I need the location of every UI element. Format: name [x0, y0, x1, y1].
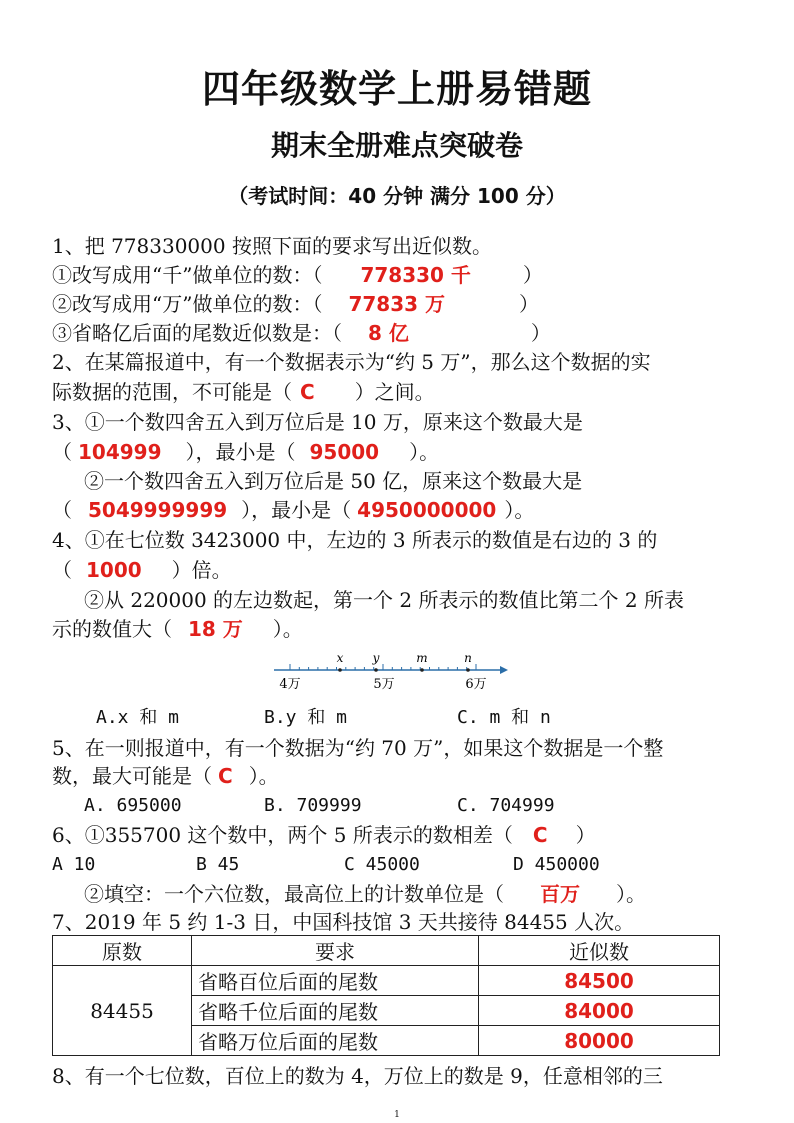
- numline-point-y: y: [372, 651, 380, 665]
- number-line-point: [466, 668, 470, 672]
- page-title: 四年级数学上册易错题: [201, 67, 592, 111]
- q4-a-end: ）倍。: [171, 558, 232, 582]
- q6-option-c: C 45000: [344, 854, 420, 875]
- q1-c: [52, 319, 551, 347]
- q2-line2: [52, 378, 435, 406]
- q4-b-pre: 示的数值大（: [52, 617, 172, 641]
- q1-a: [52, 261, 543, 289]
- q5-line2: [52, 762, 279, 790]
- q4-a-line1: 4、①在七位数 3423000 中，左边的 3 所表示的数值是右边的 3 的: [52, 528, 658, 552]
- q1-b-close: ）: [519, 292, 539, 316]
- q2-answer: C: [300, 380, 315, 404]
- q1-stem: 1、把 778330000 按照下面的要求写出近似数。: [52, 234, 492, 258]
- q3-b-min: 4950000000: [357, 498, 497, 522]
- q6-a-end: ）: [575, 823, 596, 847]
- q6-option-a: A 10: [52, 854, 96, 875]
- number-line-point: [374, 668, 378, 672]
- col-header-original: 原数: [53, 936, 192, 966]
- approximation-table: [52, 935, 720, 1056]
- q6-a-answer: C: [532, 823, 548, 847]
- col-header-requirement: 要求: [192, 936, 479, 966]
- q1-c-answer: 8 亿: [368, 321, 409, 345]
- q3-b-line1: ②一个数四舍五入到万位后是 50 亿，原来这个数最大是: [84, 469, 583, 493]
- q3-b-mid: ），最小是（: [241, 498, 352, 522]
- q3-a-mid: ），最小是（: [185, 440, 296, 464]
- q3-a-line2: [52, 438, 439, 466]
- q4-a-open: （: [52, 558, 72, 582]
- q3-a-min: 95000: [309, 440, 380, 464]
- q3-a-line1: 3、①一个数四舍五入到万位后是 10 万，原来这个数最大是: [52, 410, 583, 434]
- cell-requirement: 省略千位后面的尾数: [192, 996, 479, 1026]
- q2-line1: 2、在某篇报道中，有一个数据表示为“约 5 万”，那么这个数据的实: [52, 350, 651, 374]
- q8-line1: 8、有一个七位数，百位上的数为 4，万位上的数是 9，任意相邻的三: [52, 1064, 663, 1088]
- q4-b-line1: ②从 220000 的左边数起，第一个 2 所表示的数值比第二个 2 所表: [84, 588, 684, 612]
- q4-a-line2: [52, 556, 232, 584]
- q5-option-a: A. 695000: [84, 795, 182, 816]
- q1-b-answer: 77833 万: [348, 292, 445, 316]
- q6-option-b: B 45: [196, 854, 240, 875]
- page-number: 1: [394, 1110, 400, 1120]
- q3-a-max: 104999: [78, 440, 162, 464]
- q4-option-c: C. m 和 n: [457, 707, 551, 728]
- q4-b-answer: 18 万: [188, 617, 243, 641]
- q5-answer: C: [218, 764, 233, 788]
- numline-point-m: m: [416, 651, 428, 665]
- cell-requirement: 省略万位后面的尾数: [192, 1026, 479, 1056]
- q6-a-line: [52, 821, 596, 849]
- cell-original-number: 84455: [53, 966, 192, 1056]
- exam-info: （考试时间：40 分钟 满分 100 分）: [228, 184, 566, 208]
- q1-a-answer: 778330 千: [360, 263, 471, 287]
- q4-option-a: A.x 和 m: [96, 707, 180, 728]
- cell-requirement: 省略百位后面的尾数: [192, 966, 479, 996]
- q1-c-close: ）: [530, 321, 551, 345]
- q3-b-line2: [52, 496, 534, 524]
- number-line-figure: [270, 650, 510, 696]
- q3-b-max: 5049999999: [88, 498, 228, 522]
- cell-approx-answer: 80000: [479, 1026, 720, 1056]
- page-subtitle: 期末全册难点突破卷: [270, 129, 523, 162]
- table-header-row: [53, 936, 720, 966]
- q1-c-text: ③省略亿后面的尾数近似数是：（: [52, 321, 342, 345]
- cell-approx-answer: 84000: [479, 996, 720, 1026]
- q3-a-open: （: [52, 440, 72, 464]
- number-line-point: [338, 668, 342, 672]
- q3-a-end: ）。: [409, 440, 440, 464]
- q2-line2-pre: 际数据的范围，不可能是（: [52, 380, 292, 404]
- q7-stem: 7、2019 年 5 约 1-3 日，中国科技馆 3 天共接待 84455 人次。: [52, 910, 635, 934]
- q6-b-answer: 百万: [540, 882, 580, 906]
- cell-approx-answer: 84500: [479, 966, 720, 996]
- q6-a-pre: 6、①355700 这个数中，两个 5 所表示的数相差（: [52, 823, 513, 847]
- q3-b-end: ）。: [504, 498, 535, 522]
- q4-option-b: B.y 和 m: [264, 707, 348, 728]
- numline-point-x: x: [336, 651, 344, 665]
- q2-line2-post: ）之间。: [354, 380, 435, 404]
- q6-b-line: [84, 880, 646, 908]
- number-line-point: [420, 668, 424, 672]
- q1-b: [52, 290, 539, 318]
- number-line-arrow: [500, 666, 508, 674]
- q1-b-text: ②改写成用“万”做单位的数：（: [52, 292, 323, 316]
- q3-b-open: （: [52, 498, 72, 522]
- q1-a-text: ①改写成用“千”做单位的数：（: [52, 263, 323, 287]
- numline-point-n: n: [464, 651, 472, 665]
- col-header-approx: 近似数: [479, 936, 720, 966]
- q4-a-answer: 1000: [86, 558, 142, 582]
- q6-b-end: ）。: [616, 882, 646, 906]
- numline-label-4wan: 4万: [279, 677, 301, 692]
- q4-b-end: ）。: [272, 617, 303, 641]
- q4-b-line2: [52, 615, 303, 643]
- q6-option-d: D 450000: [513, 854, 600, 875]
- q5-line2-post: ）。: [248, 764, 279, 788]
- table-row: [53, 966, 720, 996]
- q5-line1: 5、在一则报道中，有一个数据为“约 70 万”，如果这个数据是一个整: [52, 736, 664, 760]
- numline-label-5wan: 5万: [373, 677, 395, 692]
- q5-option-c: C. 704999: [457, 795, 555, 816]
- numline-label-6wan: 6万: [465, 677, 487, 692]
- q1-a-close: ）: [522, 263, 543, 287]
- q6-b-pre: ②填空：一个六位数，最高位上的计数单位是（: [84, 882, 504, 906]
- q5-option-b: B. 709999: [264, 795, 362, 816]
- q5-line2-pre: 数，最大可能是（: [52, 764, 212, 788]
